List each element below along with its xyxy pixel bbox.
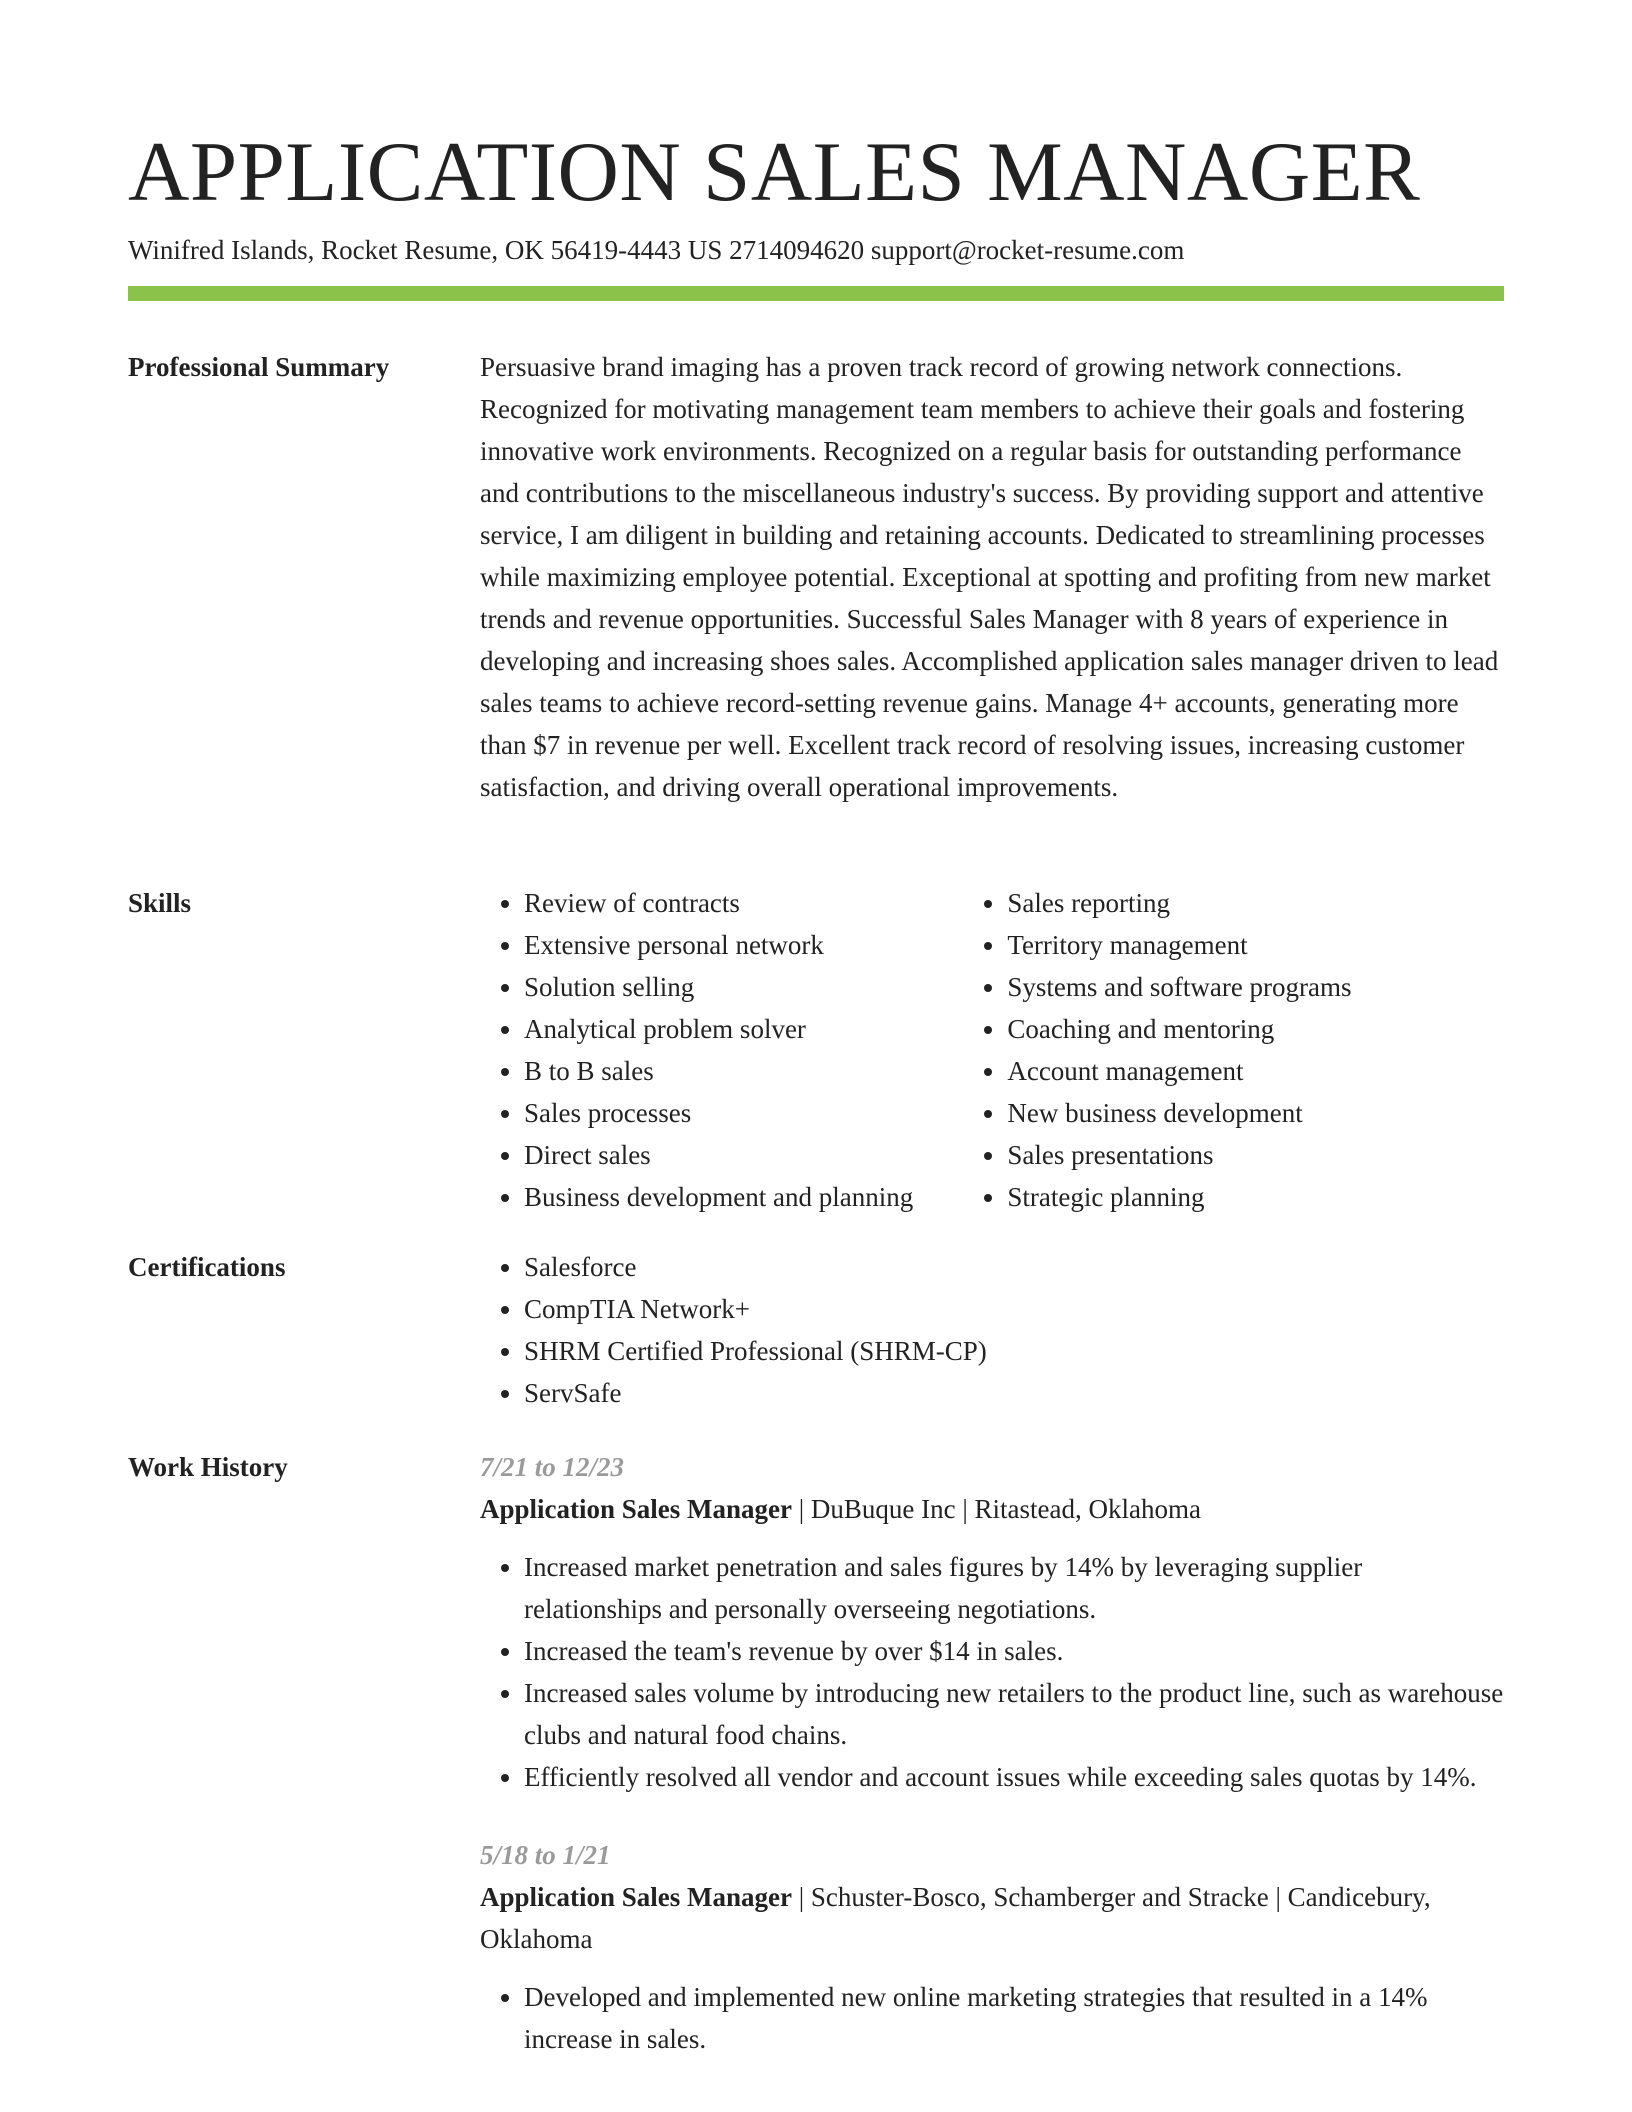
skill-item: • Coaching and mentoring	[1007, 1008, 1504, 1050]
certifications-heading: Certifications	[128, 1252, 286, 1282]
job-entry	[480, 1834, 1504, 2060]
skill-item: • New business development	[1007, 1092, 1504, 1134]
job-company-location: | Schuster-Bosco, Schamberger and Stracke | Candicebury, Oklahoma	[480, 1882, 1431, 1954]
skill-item: • Solution selling	[524, 966, 963, 1008]
summary-heading: Professional Summary	[128, 352, 390, 382]
skill-item: • Sales reporting	[1007, 882, 1504, 924]
work-history-body	[480, 1446, 1504, 2096]
job-title: Application Sales Manager	[480, 1494, 793, 1524]
job-bullets	[480, 1976, 1504, 2060]
summary-text: Persuasive brand imaging has a proven track record of growing network connections. Recognized for motivating management team members to achieve their goals and fostering innovative work environments. Recognized on a regular basis for outstanding performance and contributions to the miscellaneous industry's success. By providing support and attentive service, I am diligent in building and retaining accounts. Dedicated to streamlining processes while maximizing employee potential. Exceptional at spotting and profiting from new market trends and revenue opportunities. Successful Sales Manager with 8 years of experience in developing and increasing shoes sales. Accomplished application sales manager driven to lead sales teams to achieve record-setting revenue gains. Manage 4+ accounts, generating more than $7 in revenue per well. Excellent track record of resolving issues, increasing customer satisfaction, and driving overall operational improvements.	[480, 352, 1499, 802]
certification-item: • ServSafe	[524, 1372, 1504, 1414]
skills-list-right	[963, 882, 1504, 1218]
contact-info: Winifred Islands, Rocket Resume, OK 56419-4443 US 2714094620 support@rocket-resume.com	[128, 235, 1185, 265]
job-bullet: • Increased the team's revenue by over $14 in sales.	[524, 1630, 1504, 1672]
certifications-section	[128, 1246, 1504, 1426]
work-history-section	[128, 1446, 1504, 2106]
job-entry	[480, 1446, 1504, 1798]
job-dates: 7/21 to 12/23	[480, 1452, 625, 1482]
summary-section	[128, 346, 1504, 846]
skill-item: • Strategic planning	[1007, 1176, 1504, 1218]
skills-section	[128, 882, 1504, 1222]
certifications-body	[480, 1246, 1504, 1414]
accent-divider	[128, 286, 1504, 301]
work-history-heading: Work History	[128, 1452, 288, 1482]
skill-item: • Extensive personal network	[524, 924, 963, 966]
skills-heading: Skills	[128, 888, 192, 918]
certifications-list	[480, 1246, 1504, 1414]
skill-item: • Territory management	[1007, 924, 1504, 966]
skill-item: • Business development and planning	[524, 1176, 963, 1218]
job-dates: 5/18 to 1/21	[480, 1840, 611, 1870]
job-bullet: • Increased market penetration and sales figures by 14% by leveraging supplier relationships and personally overseeing negotiations.	[524, 1546, 1504, 1630]
summary-body	[480, 346, 1504, 808]
job-heading	[480, 1876, 1504, 1960]
skill-item: • Sales presentations	[1007, 1134, 1504, 1176]
job-bullet: • Developed and implemented new online marketing strategies that resulted in a 14% increase in sales.	[524, 1976, 1504, 2060]
skills-body	[480, 882, 1504, 1218]
skill-item: • Systems and software programs	[1007, 966, 1504, 1008]
certification-item: • Salesforce	[524, 1246, 1504, 1288]
skill-item: • B to B sales	[524, 1050, 963, 1092]
certification-item: • SHRM Certified Professional (SHRM-CP)	[524, 1330, 1504, 1372]
job-title: Application Sales Manager	[480, 1882, 793, 1912]
resume-title: APPLICATION SALES MANAGER	[128, 125, 1421, 219]
job-bullets	[480, 1546, 1504, 1798]
certification-item: • CompTIA Network+	[524, 1288, 1504, 1330]
skill-item: • Sales processes	[524, 1092, 963, 1134]
job-bullet: • Efficiently resolved all vendor and account issues while exceeding sales quotas by 14%.	[524, 1756, 1504, 1798]
job-heading	[480, 1488, 1504, 1530]
skill-item: • Analytical problem solver	[524, 1008, 963, 1050]
job-company-location: | DuBuque Inc | Ritastead, Oklahoma	[792, 1494, 1201, 1524]
skills-list-left	[480, 882, 963, 1218]
skill-item: • Review of contracts	[524, 882, 963, 924]
skill-item: • Direct sales	[524, 1134, 963, 1176]
skill-item: • Account management	[1007, 1050, 1504, 1092]
job-bullet: • Increased sales volume by introducing new retailers to the product line, such as warehouse clubs and natural food chains.	[524, 1672, 1504, 1756]
